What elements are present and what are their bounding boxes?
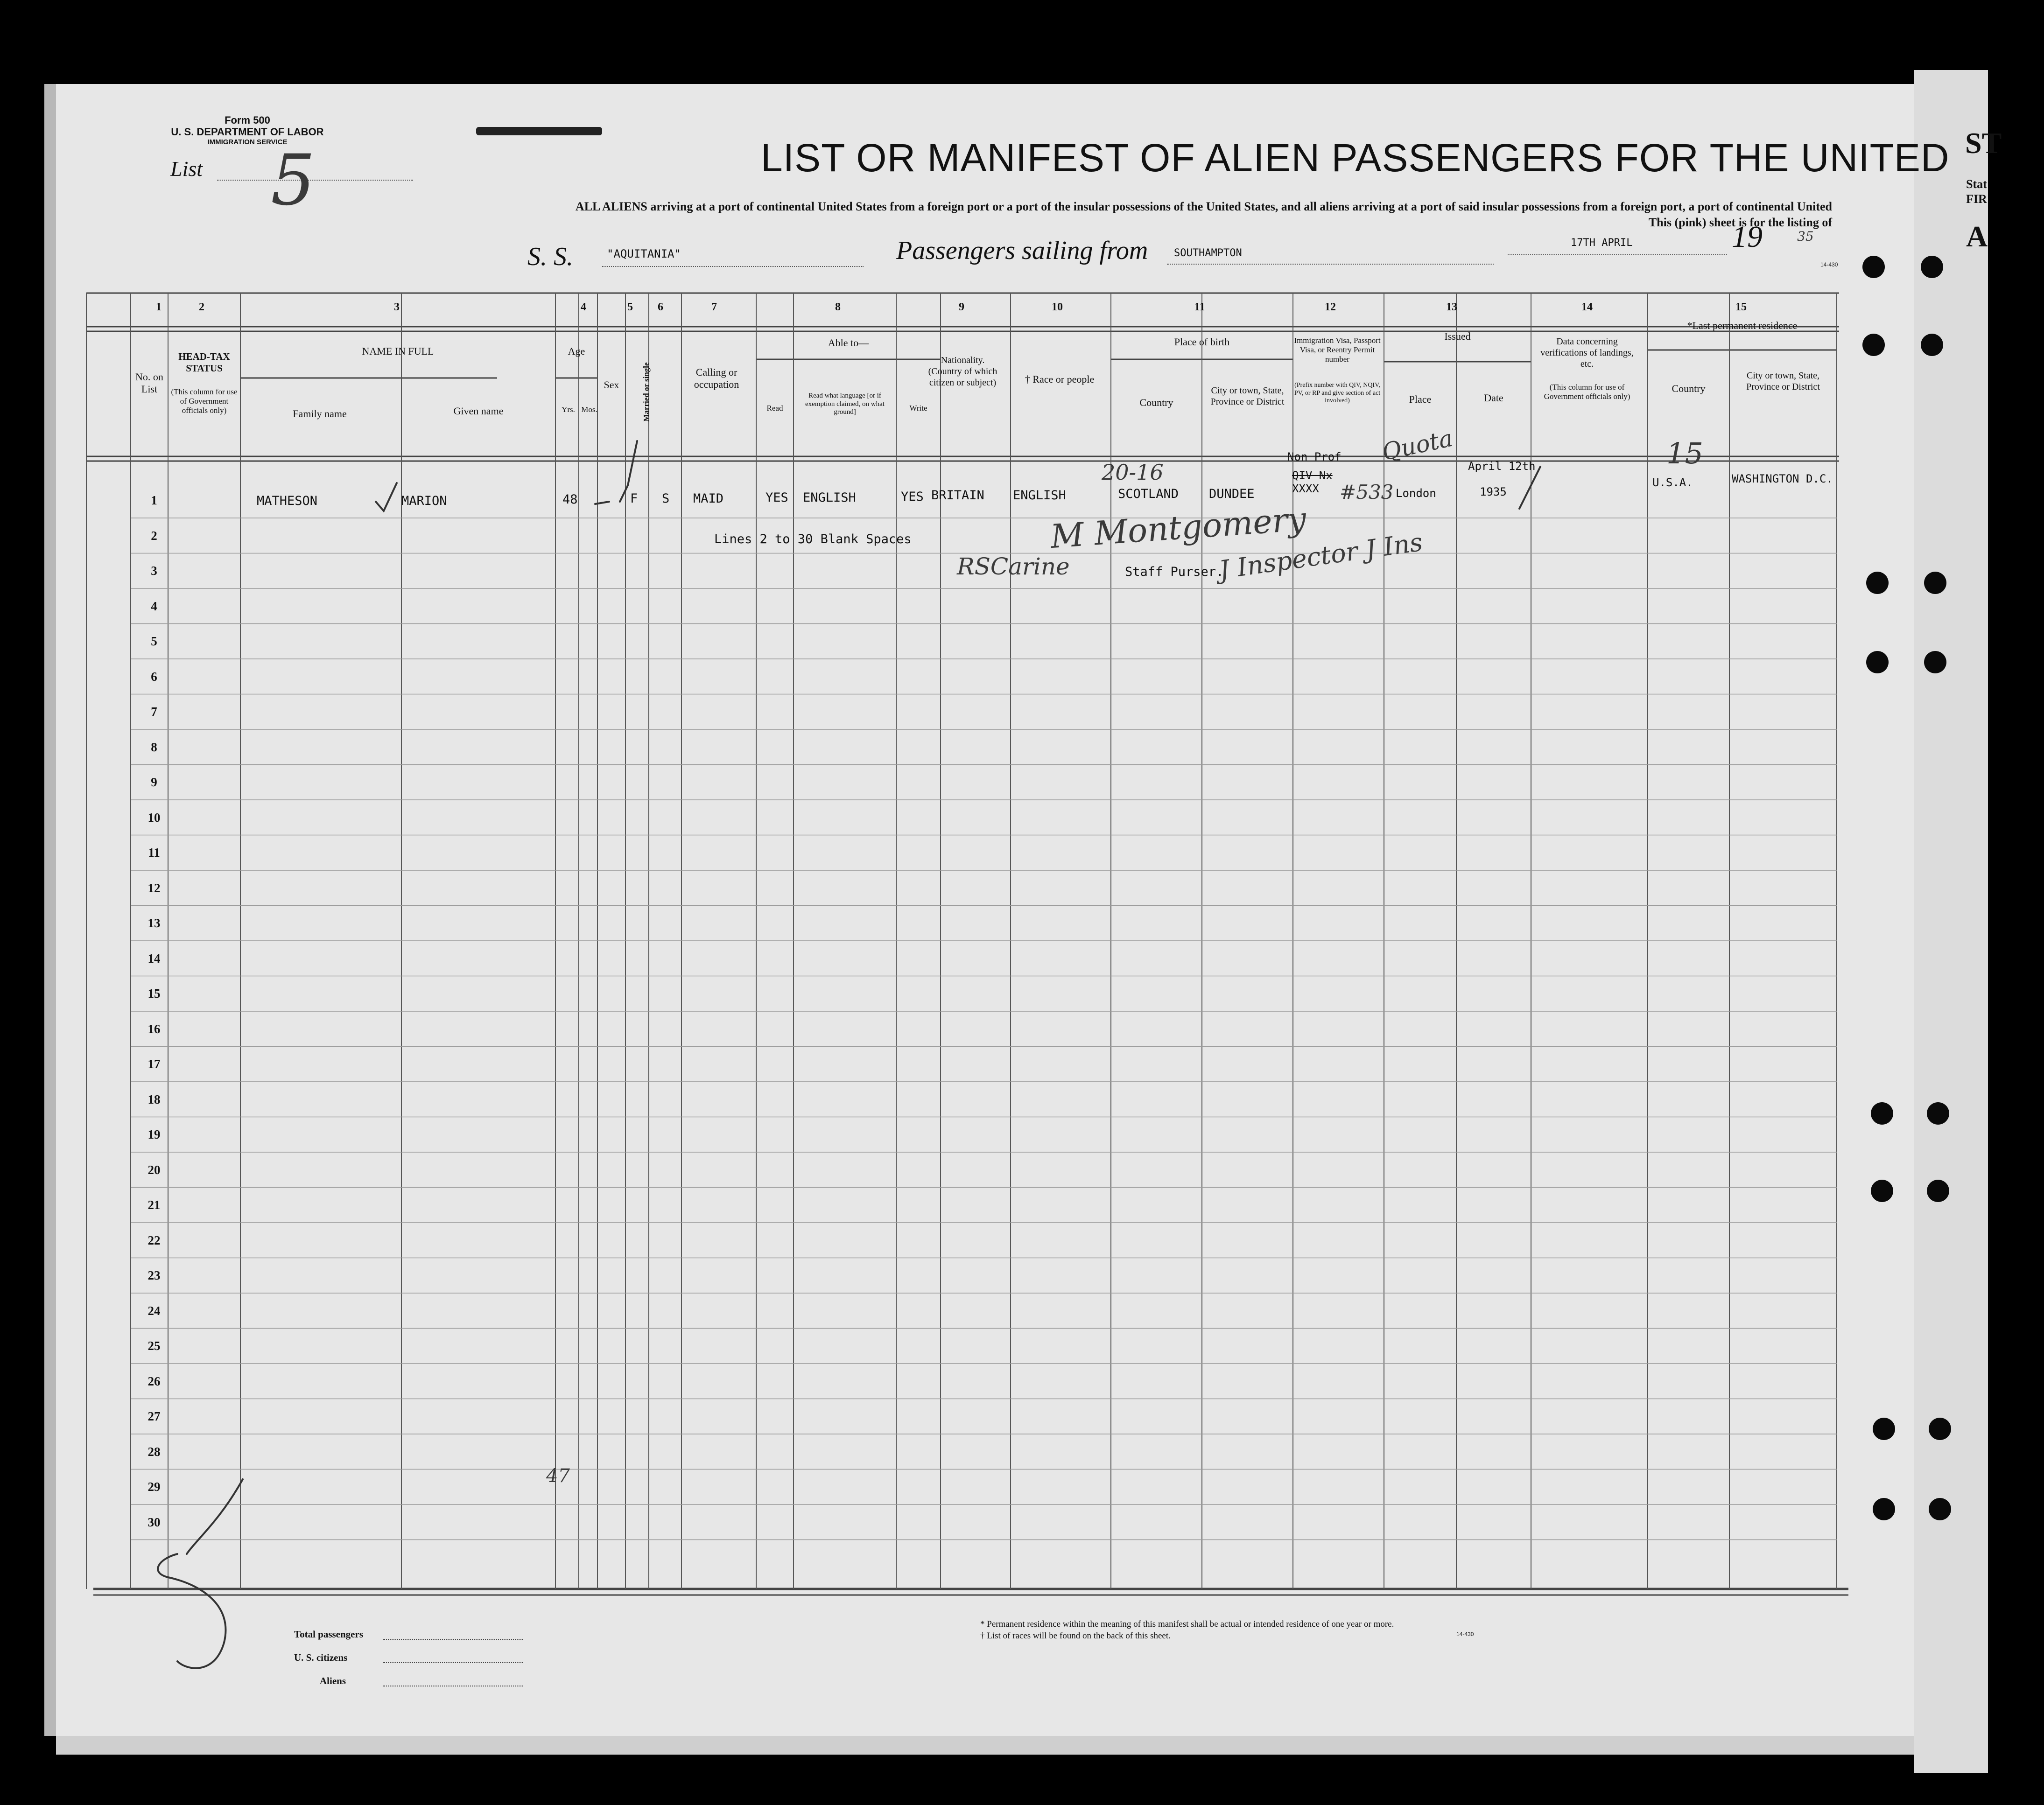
footer-total-line	[383, 1639, 523, 1640]
binder-hole	[1871, 1180, 1893, 1202]
footer-form-code: 14-430	[1456, 1631, 1474, 1637]
row-number: 26	[148, 1374, 161, 1388]
binder-hole	[1873, 1418, 1895, 1440]
footer-citizens-line	[383, 1662, 523, 1663]
binder-hole	[1924, 651, 1946, 673]
header-age-months: Mos.	[581, 405, 597, 414]
binder-hole	[1862, 334, 1885, 356]
row-number: 5	[151, 634, 157, 648]
column-number: 10	[1052, 301, 1063, 313]
blank-lines-note: Lines 2 to 30 Blank Spaces	[714, 532, 912, 546]
footer-us-citizens: U. S. citizens	[294, 1652, 348, 1663]
header-place-of-birth: Place of birth	[1174, 336, 1230, 348]
row-number: 27	[148, 1409, 161, 1423]
cell-occupation: MAID	[693, 491, 724, 506]
header-res-city: City or town, State, Province or District	[1746, 371, 1820, 392]
check-mark-icon	[376, 483, 397, 511]
column-number: 13	[1446, 301, 1457, 313]
header-age-years: Yrs.	[562, 405, 575, 414]
port-name: SOUTHAMPTON	[1174, 247, 1242, 259]
handwritten-age-note: 47	[546, 1465, 570, 1487]
instructions-line1: ALL ALIENS arriving at a port of continental United States from a foreign port or a port of the insular possessions of the United States, and all aliens arriving at a port of said insular possessions from a foreign port, a port of continental United	[575, 200, 1832, 213]
header-nationality: Nationality. (Country of which citizen or subject)	[928, 355, 997, 388]
row-number: 17	[148, 1057, 161, 1071]
edge-fragment: A	[1966, 220, 1988, 253]
header-age: Age	[568, 345, 585, 357]
tally-stroke	[187, 1479, 243, 1554]
sailing-date: 17TH APRIL	[1571, 237, 1633, 249]
form-code-top: 14-430	[1820, 261, 1838, 268]
service-name: IMMIGRATION SERVICE	[207, 138, 288, 146]
row-number: 9	[151, 775, 157, 789]
cell-birth-country: SCOTLAND	[1118, 487, 1179, 501]
binder-hole	[1873, 1498, 1895, 1520]
header-issued-place: Place	[1409, 393, 1432, 405]
cell-marital: S	[662, 491, 670, 506]
header-verification: Data concerning verifications of landings, etc.	[1540, 336, 1634, 369]
year-prefix: 19	[1732, 220, 1763, 254]
binder-hole	[1929, 1418, 1951, 1440]
handwritten-five	[158, 1554, 225, 1668]
header-write: Write	[909, 404, 927, 413]
header-head-tax: HEAD-TAX STATUS	[178, 351, 230, 374]
header-visa: Immigration Visa, Passport Visa, or Reentry Permit number	[1294, 336, 1381, 364]
cell-birth-city: DUNDEE	[1209, 487, 1255, 501]
cell-issued-date-line1: April 12th	[1468, 460, 1536, 473]
column-number: 5	[627, 301, 633, 313]
footer-note-residence: * Permanent residence within the meaning of this manifest shall be actual or intended residence of one year or more.	[980, 1619, 1394, 1629]
row-number: 28	[148, 1444, 161, 1459]
footer-total-passengers: Total passengers	[294, 1629, 363, 1640]
handwritten-visa-number: #533	[1340, 481, 1394, 504]
header-issued: Issued	[1444, 330, 1471, 342]
header-married: Married or single	[641, 362, 651, 422]
binder-hole	[1924, 572, 1946, 594]
check-mark-icon	[620, 441, 637, 502]
footer-note-races: † List of races will be found on the back of this sheet.	[980, 1631, 1171, 1641]
column-number: 12	[1325, 301, 1336, 313]
row-number: 6	[151, 669, 157, 684]
row-number: 15	[148, 986, 161, 1000]
staff-purser-note: Staff Purser.	[1125, 565, 1224, 579]
cell-age-years: 48	[562, 492, 578, 507]
header-head-tax-note: (This column for use of Government officials only)	[171, 387, 238, 415]
row-number: 7	[151, 705, 157, 719]
header-last-residence: *Last permanent residence	[1687, 320, 1798, 331]
column-number: 15	[1735, 301, 1747, 313]
row-number: 4	[151, 599, 157, 613]
cell-visa-line3: XXXX	[1292, 482, 1319, 495]
row-number: 3	[151, 564, 157, 578]
list-label: List	[170, 157, 203, 181]
binder-hole	[1866, 572, 1889, 594]
ss-label: S. S.	[527, 242, 573, 271]
edge-fragment: Stat	[1966, 177, 1987, 191]
header-no-on-list: No. on List	[135, 371, 163, 395]
row-number: 16	[148, 1021, 161, 1036]
column-number: 3	[394, 301, 400, 313]
handwritten-quota-mark: Quota	[1379, 424, 1455, 466]
list-number: 5	[271, 140, 316, 221]
row-number: 14	[148, 951, 161, 965]
binder-hole	[1929, 1498, 1951, 1520]
row-number: 12	[148, 881, 161, 895]
header-birth-city: City or town, State, Province or District	[1210, 385, 1285, 407]
handwritten-signature-carine: RSCarine	[957, 553, 1070, 580]
row-number: 23	[148, 1268, 161, 1282]
row-number: 29	[148, 1480, 161, 1494]
sailing-label: Passengers sailing from	[896, 236, 1148, 265]
cell-issued-date-line2: 1935	[1480, 485, 1507, 498]
handwritten-inspector-signature: J Inspector J Ins	[1217, 527, 1425, 585]
header-verification-note: (This column for use of Government officials only)	[1544, 383, 1630, 401]
cell-given-name: MARION	[401, 494, 447, 508]
column-number: 9	[959, 301, 964, 313]
column-number: 6	[658, 301, 663, 313]
header-given-name: Given name	[453, 405, 504, 417]
header-visa-note: (Prefix number with QIV, NQIV, PV, or RP and give section of act involved)	[1294, 382, 1381, 405]
year-suffix: 35	[1797, 229, 1814, 244]
handwritten-res-mark: 15	[1666, 436, 1703, 470]
row-number: 2	[151, 528, 157, 543]
header-calling: Calling or occupation	[694, 366, 739, 391]
column-number: 7	[711, 301, 717, 313]
header-able-to: Able to—	[828, 337, 869, 349]
footer-aliens: Aliens	[320, 1675, 346, 1686]
row-number: 20	[148, 1162, 161, 1177]
row-number: 18	[148, 1092, 161, 1106]
cell-visa-line2: QIV Nx	[1292, 469, 1333, 482]
row-number: 22	[148, 1233, 161, 1247]
header-res-country: Country	[1672, 383, 1706, 394]
header-issued-date: Date	[1484, 392, 1503, 404]
header-sex: Sex	[604, 379, 619, 391]
cell-family-name: MATHESON	[257, 494, 318, 508]
header-birth-country: Country	[1139, 397, 1173, 408]
header-race: † Race or people	[1025, 373, 1095, 385]
binder-hole	[1927, 1180, 1949, 1202]
row-number: 21	[148, 1198, 161, 1212]
column-number: 1	[156, 301, 162, 313]
ship-name: "AQUITANIA"	[607, 247, 681, 260]
cell-res-country: U.S.A.	[1652, 476, 1693, 489]
column-number: 14	[1581, 301, 1593, 313]
column-number: 4	[581, 301, 586, 313]
header-name-in-full: NAME IN FULL	[362, 345, 434, 357]
row-number: 25	[148, 1339, 161, 1353]
column-number: 11	[1194, 301, 1205, 313]
cell-nationality: BRITAIN	[931, 488, 984, 503]
row-number: 13	[148, 916, 161, 930]
header-read: Read	[766, 404, 783, 413]
check-mark-icon	[1519, 467, 1540, 509]
instructions-line2: This (pink) sheet is for the listing of	[1648, 216, 1832, 229]
cell-write: YES	[901, 490, 924, 504]
binder-hole	[1921, 334, 1943, 356]
cell-language: ENGLISH	[803, 490, 856, 505]
row-number: 1	[151, 493, 157, 507]
row-number: 8	[151, 740, 157, 754]
binder-hole	[1866, 651, 1889, 673]
binder-hole	[1927, 1102, 1949, 1125]
binder-hole	[1921, 256, 1943, 278]
cell-sex: F	[630, 491, 638, 506]
header-read-what: Read what language [or if exemption claimed, on what ground]	[805, 392, 885, 416]
cell-read: YES	[766, 490, 788, 505]
cell-res-city: WASHINGTON D.C.	[1732, 472, 1833, 485]
edge-fragment: FIR	[1966, 192, 1987, 206]
column-number: 2	[199, 301, 204, 313]
cell-visa-line1: Non Prof	[1287, 450, 1342, 463]
binder-hole	[1871, 1102, 1893, 1125]
page-title: LIST OR MANIFEST OF ALIEN PASSENGERS FOR THE UNITED	[761, 136, 1950, 180]
form-number: Form 500	[225, 114, 270, 126]
handwritten-signature-montgomery: M Montgomery	[1049, 499, 1307, 556]
row-number: 30	[148, 1515, 161, 1529]
row-number: 11	[148, 846, 160, 860]
cell-issued-place: London	[1396, 487, 1436, 500]
binder-hole	[1862, 256, 1885, 278]
row-number: 10	[148, 810, 161, 825]
handwritten-birth-mark: 20-16	[1102, 460, 1164, 485]
column-number: 8	[835, 301, 841, 313]
department-name: U. S. DEPARTMENT OF LABOR	[171, 126, 324, 138]
header-family-name: Family name	[293, 408, 347, 420]
row-number: 19	[148, 1127, 161, 1141]
edge-fragment: ST	[1965, 126, 2002, 160]
row-number: 24	[148, 1303, 161, 1318]
cell-race: ENGLISH	[1013, 488, 1066, 503]
